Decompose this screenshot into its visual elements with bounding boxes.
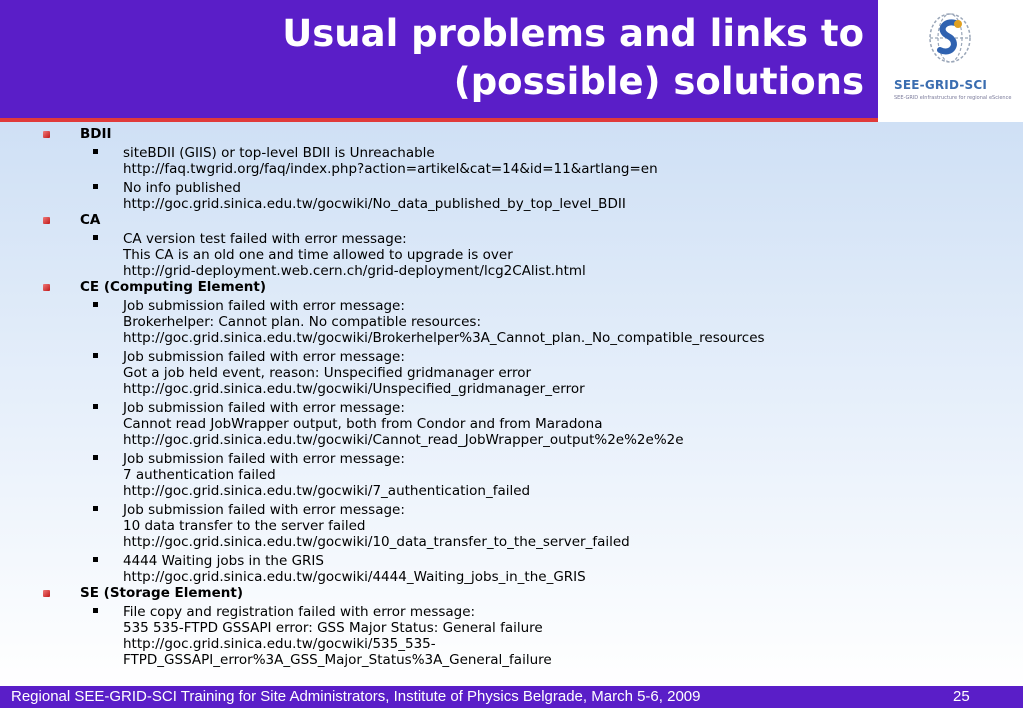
list-item bbox=[40, 180, 1010, 212]
section-heading bbox=[40, 585, 1010, 601]
list-item bbox=[40, 145, 1010, 177]
slide-title-line-2: (possible) solutions bbox=[453, 60, 864, 103]
solution-link[interactable]: FTPD_GSSAPI_error%3A_GSS_Major_Status%3A_General_failure bbox=[123, 652, 552, 668]
slide-content bbox=[0, 122, 1023, 687]
section-heading bbox=[40, 126, 1010, 142]
section-heading-label: BDII bbox=[80, 126, 112, 142]
item-text-line: Job submission failed with error message: bbox=[123, 502, 405, 518]
page-number: 25 bbox=[953, 688, 970, 705]
red-square-bullet-icon bbox=[43, 217, 50, 224]
item-text-line: Brokerhelper: Cannot plan. No compatible resources: bbox=[123, 314, 482, 330]
logo-wordmark: SEE-GRID-SCI bbox=[894, 78, 988, 92]
slide-title bbox=[282, 10, 864, 106]
list-item bbox=[40, 604, 1010, 668]
square-bullet-icon bbox=[93, 506, 98, 511]
list-item bbox=[40, 502, 1010, 550]
list-item bbox=[40, 349, 1010, 397]
item-text-line: 10 data transfer to the server failed bbox=[123, 518, 366, 534]
solution-link[interactable]: http://goc.grid.sinica.edu.tw/gocwiki/No_data_published_by_top_level_BDII bbox=[123, 196, 626, 212]
square-bullet-icon bbox=[93, 302, 98, 307]
square-bullet-icon bbox=[93, 184, 98, 189]
list-item bbox=[40, 231, 1010, 279]
item-text-line: This CA is an old one and time allowed to upgrade is over bbox=[123, 247, 513, 263]
red-square-bullet-icon bbox=[43, 284, 50, 291]
square-bullet-icon bbox=[93, 149, 98, 154]
square-bullet-icon bbox=[93, 608, 98, 613]
item-text-line: siteBDII (GIIS) or top-level BDII is Unreachable bbox=[123, 145, 435, 161]
solution-link[interactable]: http://goc.grid.sinica.edu.tw/gocwiki/7_authentication_failed bbox=[123, 483, 531, 499]
item-text-line: Job submission failed with error message: bbox=[123, 451, 405, 467]
item-text-line: Got a job held event, reason: Unspecified gridmanager error bbox=[123, 365, 532, 381]
solution-link[interactable]: http://faq.twgrid.org/faq/index.php?action=artikel&cat=14&id=11&artlang=en bbox=[123, 161, 658, 177]
item-text-line: CA version test failed with error message: bbox=[123, 231, 407, 247]
item-text-line: Job submission failed with error message: bbox=[123, 400, 405, 416]
see-grid-globe-logo-icon bbox=[922, 8, 978, 72]
square-bullet-icon bbox=[93, 235, 98, 240]
list-item bbox=[40, 400, 1010, 448]
solution-link[interactable]: http://goc.grid.sinica.edu.tw/gocwiki/4444_Waiting_jobs_in_the_GRIS bbox=[123, 569, 586, 585]
item-text-line: 7 authentication failed bbox=[123, 467, 276, 483]
section-heading bbox=[40, 279, 1010, 295]
item-text-line: Job submission failed with error message: bbox=[123, 349, 405, 365]
see-grid-sci-logo bbox=[878, 0, 1023, 122]
item-text-line: 4444 Waiting jobs in the GRIS bbox=[123, 553, 324, 569]
problem-list bbox=[40, 126, 1010, 668]
solution-link[interactable]: http://goc.grid.sinica.edu.tw/gocwiki/Brokerhelper%3A_Cannot_plan._No_compatible_resources bbox=[123, 330, 765, 346]
item-text-line: Job submission failed with error message: bbox=[123, 298, 405, 314]
item-text-line: File copy and registration failed with error message: bbox=[123, 604, 476, 620]
item-text-line: 535 535-FTPD GSSAPI error: GSS Major Status: General failure bbox=[123, 620, 543, 636]
item-text-line: No info published bbox=[123, 180, 241, 196]
section-heading-label: CA bbox=[80, 212, 101, 228]
list-item bbox=[40, 298, 1010, 346]
section-heading-label: SE (Storage Element) bbox=[80, 585, 244, 601]
square-bullet-icon bbox=[93, 404, 98, 409]
logo-tagline: SEE-GRID eInfrastructure for regional eScience bbox=[894, 95, 1012, 101]
list-item bbox=[40, 451, 1010, 499]
item-text-line: Cannot read JobWrapper output, both from Condor and from Maradona bbox=[123, 416, 603, 432]
red-square-bullet-icon bbox=[43, 131, 50, 138]
red-square-bullet-icon bbox=[43, 590, 50, 597]
square-bullet-icon bbox=[93, 557, 98, 562]
solution-link[interactable]: http://goc.grid.sinica.edu.tw/gocwiki/Unspecified_gridmanager_error bbox=[123, 381, 585, 397]
slide-footer bbox=[0, 686, 1023, 708]
solution-link[interactable]: http://goc.grid.sinica.edu.tw/gocwiki/10_data_transfer_to_the_server_failed bbox=[123, 534, 630, 550]
solution-link[interactable]: http://grid-deployment.web.cern.ch/grid-deployment/lcg2CAlist.html bbox=[123, 263, 586, 279]
title-bar bbox=[0, 0, 878, 118]
list-item bbox=[40, 553, 1010, 585]
square-bullet-icon bbox=[93, 455, 98, 460]
solution-link[interactable]: http://goc.grid.sinica.edu.tw/gocwiki/535_535- bbox=[123, 636, 436, 652]
solution-link[interactable]: http://goc.grid.sinica.edu.tw/gocwiki/Cannot_read_JobWrapper_output%2e%2e%2e bbox=[123, 432, 684, 448]
footer-text: Regional SEE-GRID-SCI Training for Site Administrators, Institute of Physics Belgrade, March 5-6, 2009 bbox=[11, 688, 701, 705]
slide-title-line-1: Usual problems and links to bbox=[282, 12, 864, 55]
square-bullet-icon bbox=[93, 353, 98, 358]
section-heading-label: CE (Computing Element) bbox=[80, 279, 267, 295]
section-heading bbox=[40, 212, 1010, 228]
